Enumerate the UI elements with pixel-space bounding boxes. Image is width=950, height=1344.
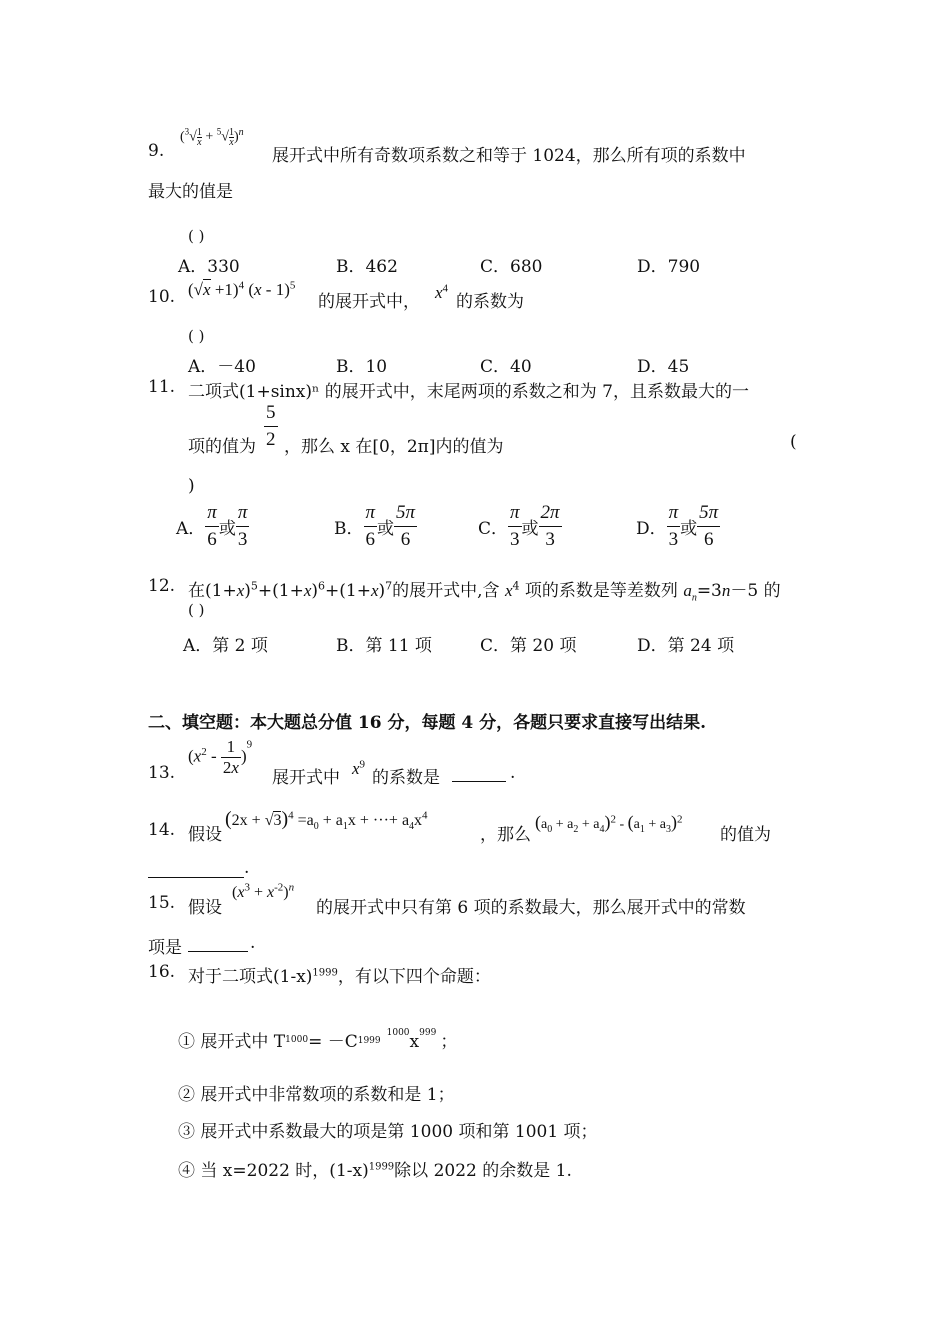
q13-formula: ($x^2$ - $\frac{1}{2x}$ )$^9$ xyxy=(188,737,253,777)
q15-formula: $(x^3 + x^{-2})^n$ xyxy=(232,881,295,901)
q14-text2: ，那么 xyxy=(480,825,531,845)
q14-formula-right: $(a_0 + a_2 + a_4)^2 - (a_1 + a_3)^2$ xyxy=(535,812,683,835)
q10-text-line2: 的系数为 xyxy=(456,292,524,312)
q11-number: 11. xyxy=(148,377,176,397)
q9-choice-c: C．680 xyxy=(480,257,543,277)
q13-x9: $x^9$ xyxy=(352,758,366,778)
q11-text-line1: 二项式(1+sinx)ⁿ 的展开式中，末尾两项的系数之和为 7，且系数最大的一 xyxy=(188,382,749,402)
q14-answer-blank[interactable] xyxy=(148,876,244,878)
q10-choice-d: D．45 xyxy=(637,357,690,377)
q12-choice-a: A．第 2 项 xyxy=(183,636,268,656)
q11-paren-open: ( xyxy=(790,432,797,452)
q9-choice-b: B．462 xyxy=(336,257,398,277)
q9-text-line2: 最大的值是 xyxy=(148,182,233,202)
q16-item-1: ① 展开式中 $T_{1000}= -C_{1999}^{1000}x^{999}$ ； xyxy=(178,1028,458,1052)
q10-answer-paren: ( ) xyxy=(188,327,205,345)
q11-paren-close: ) xyxy=(188,476,195,496)
q9-choice-a: A．330 xyxy=(178,257,240,277)
q13-number: 13. xyxy=(148,763,176,783)
q14-formula-left: $(2x + √3)^4 =a_0 + a_1x$ + ···+ $a_4x^4$ xyxy=(225,808,428,833)
q14-text3: 的值为 xyxy=(720,825,771,845)
q10-number: 10. xyxy=(148,287,176,307)
q12-text-line1: 在$(1+x)^5+(1+x)^6+(1+x)^7$的展开式中,含 $x^4$ 项的系数是等差数列 $a_n=3n-5$ 的 xyxy=(188,579,781,604)
q10-x4: $x^4$ xyxy=(435,282,449,302)
q12-choice-b: B．第 11 项 xyxy=(336,636,432,656)
q15-answer-blank[interactable] xyxy=(188,950,248,952)
q10-text-line1: 的展开式中， xyxy=(318,292,420,312)
q9-number: 9. xyxy=(148,141,165,161)
q10-formula: $(√x +1)^4$ (x - 1)$^5$ xyxy=(188,279,296,299)
q14-end: . xyxy=(244,858,250,878)
q11-text-line2b: ，那么 x 在[0，2π]内的值为 xyxy=(284,437,504,457)
q15-text3: 项是 xyxy=(148,938,182,958)
q9-answer-paren: ( ) xyxy=(188,227,205,245)
q12-number: 12. xyxy=(148,576,176,596)
q16-item-4: ④ 当 x=2022 时，$(1-x)^{1999}$除以 2022 的余数是 1. xyxy=(178,1161,572,1181)
section2-title: 二、填空题：本大题总分值 16 分，每题 4 分，各题只要求直接写出结果. xyxy=(148,713,707,733)
q11-choice-b: B． $\frac{\pi}{6}$ 或 $\frac{5\pi}{6}$ xyxy=(334,502,416,550)
q9-formula: ($^3$√ $\frac{1}{x}$ + $^5$√ $\frac{1}{x}$ )$^n$ xyxy=(180,126,244,148)
q16-item-2: ② 展开式中非常数项的系数和是 1； xyxy=(178,1085,455,1105)
q9-text-line1: 展开式中所有奇数项系数之和等于 1024，那么所有项的系数中 xyxy=(272,146,746,166)
q14-text1: 假设 xyxy=(188,825,222,845)
q15-number: 15. xyxy=(148,893,176,913)
q12-choice-c: C．第 20 项 xyxy=(480,636,577,656)
q11-choice-c: C． $\frac{\pi}{3}$ 或 $\frac{2\pi}{3}$ xyxy=(478,502,560,550)
q12-answer-paren: ( ) xyxy=(188,601,205,619)
q14-number: 14. xyxy=(148,820,176,840)
q13-answer-blank[interactable] xyxy=(452,780,506,782)
q11-text-line2a: 项的值为 xyxy=(188,437,256,457)
q12-choice-d: D．第 24 项 xyxy=(637,636,735,656)
q11-fraction-5-2: $\frac{5}{2}$ xyxy=(264,400,278,453)
q13-text2: 的系数是 xyxy=(372,768,440,788)
q13-text1: 展开式中 xyxy=(272,768,340,788)
q10-choice-b: B．10 xyxy=(336,357,388,377)
q11-choice-d: D． $\frac{\pi}{3}$ 或 $\frac{5\pi}{6}$ xyxy=(636,502,719,550)
q10-choice-c: C．40 xyxy=(480,357,532,377)
q10-choice-a: A．－40 xyxy=(188,357,256,377)
q15-text1: 假设 xyxy=(188,898,222,918)
q16-number: 16. xyxy=(148,962,176,982)
q9-choice-d: D．790 xyxy=(637,257,701,277)
q16-item-3: ③ 展开式中系数最大的项是第 1000 项和第 1001 项； xyxy=(178,1122,598,1142)
q13-end: . xyxy=(510,763,516,783)
q15-end: . xyxy=(250,933,256,953)
q15-text2: 的展开式中只有第 6 项的系数最大，那么展开式中的常数 xyxy=(316,898,746,918)
q11-choice-a: A． $\frac{\pi}{6}$ 或 $\frac{\pi}{3}$ xyxy=(176,502,248,550)
q16-text: 对于二项式$(1-x)^{1999}$，有以下四个命题： xyxy=(188,967,491,987)
